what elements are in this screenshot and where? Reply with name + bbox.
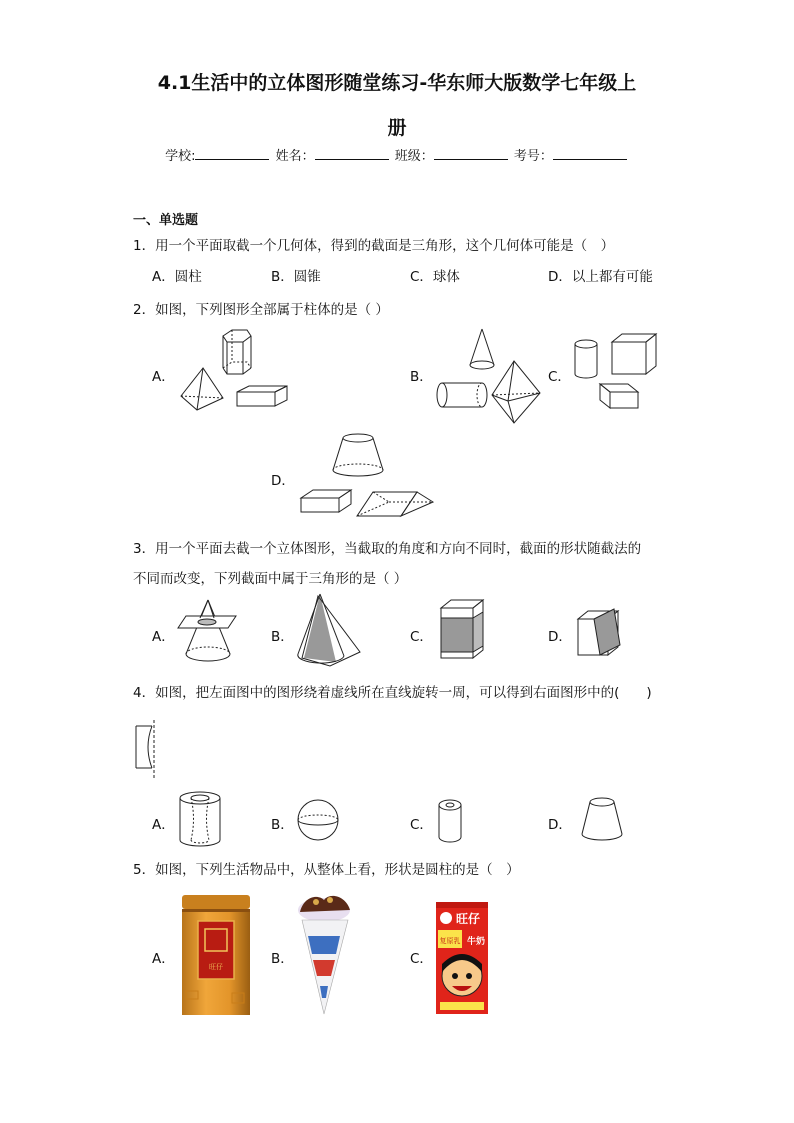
q5-image-milk-box [432,898,492,1018]
q5-option-c[interactable]: C． [410,951,433,967]
q1-option-a[interactable]: A．圆柱 [152,269,202,285]
q2-figure-d [295,432,440,517]
q4-figure-d [578,796,628,844]
q4-option-a[interactable]: A． [152,817,175,833]
question-5-stem: 5．如图，下列生活物品中，从整体上看，形状是圆柱的是（ ） [133,862,520,878]
q4-option-b[interactable]: B． [271,817,294,833]
q3-option-d[interactable]: D． [548,629,572,645]
q3-option-c[interactable]: C． [410,629,433,645]
q3-figure-b [296,592,364,670]
name-blank[interactable] [315,147,389,160]
q1-option-c[interactable]: C．球体 [410,269,460,285]
q1-option-d[interactable]: D．以上都有可能 [548,269,653,285]
student-info-line [0,145,794,164]
section-heading: 一、单选题 [133,213,199,228]
q4-option-c[interactable]: C． [410,817,433,833]
question-3-stem-line1: 3．用一个平面去截一个立体图形，当截取的角度和方向不同时，截面的形状随截法的 [133,541,642,557]
question-2-stem: 2．如图，下列图形全部属于柱体的是（ ） [133,302,389,318]
q4-figure-b [296,798,342,844]
q5-image-tea-can [180,893,252,1018]
q5-option-a[interactable]: A． [152,951,175,967]
id-label: 考号： [513,149,553,164]
q1-option-b[interactable]: B．圆锥 [271,269,321,285]
q2-option-a[interactable]: A． [152,369,175,385]
q2-figure-b [432,325,547,425]
school-label: 学校: [165,149,196,164]
q4-rotation-shape [134,720,164,782]
q2-figure-a [175,328,295,413]
q5-image-ice-cream-cone [294,890,356,1018]
q4-figure-c [436,797,466,845]
id-blank[interactable] [553,147,627,160]
q4-figure-a [176,790,226,848]
school-blank[interactable] [195,147,269,160]
q2-option-c[interactable]: C． [548,369,571,385]
q3-option-a[interactable]: A． [152,629,175,645]
q2-option-d[interactable]: D． [271,473,295,489]
name-label: 姓名： [275,149,315,164]
q2-figure-c [570,330,665,415]
page-title: 4.1生活中的立体图形随堂练习-华东师大版数学七年级上 [157,72,637,94]
class-blank[interactable] [434,147,508,160]
milk-box-brand: 旺仔 [455,912,481,926]
question-3-stem-line2: 不同而改变，下列截面中属于三角形的是（ ） [133,571,408,587]
page-title-line2: 册 [387,117,407,139]
q3-figure-d [576,605,626,663]
milk-box-slogan2: 牛奶 [466,937,486,947]
q2-option-b[interactable]: B． [410,369,433,385]
q3-figure-a [178,598,243,670]
class-label: 班级： [394,149,434,164]
q3-figure-c [437,598,487,666]
question-4-stem: 4．如图，把左面图中的图形绕着虚线所在直线旋转一周，可以得到右面图形中的( ) [133,685,652,701]
q5-option-b[interactable]: B． [271,951,294,967]
q4-option-d[interactable]: D． [548,817,572,833]
q3-option-b[interactable]: B． [271,629,294,645]
question-1-stem: 1．用一个平面取截一个几何体，得到的截面是三角形，这个几何体可能是（ ） [133,238,615,254]
milk-box-slogan1: 复原乳 [439,937,461,945]
tea-can-label: 旺仔 [209,963,223,971]
